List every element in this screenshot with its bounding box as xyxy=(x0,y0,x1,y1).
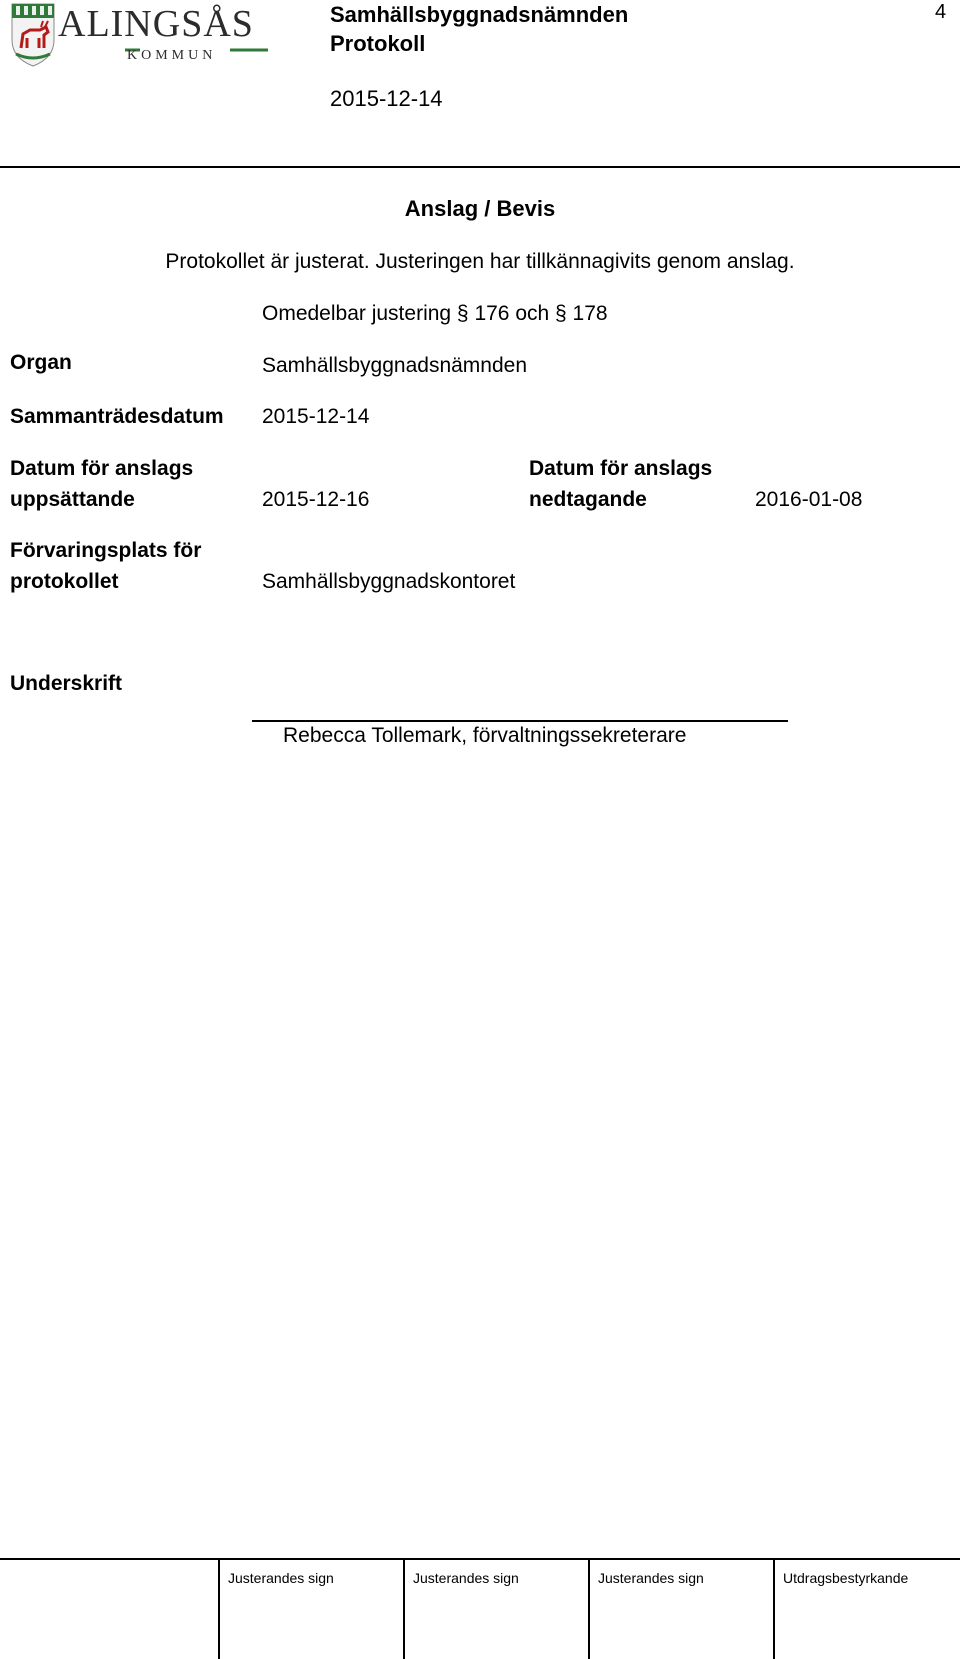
header-document-type: Protokoll xyxy=(330,31,426,56)
footer-cell-adjuster-3 xyxy=(588,1560,775,1659)
organ-value: Samhällsbyggnadsnämnden xyxy=(262,354,528,377)
signature-line xyxy=(252,720,788,722)
removed-date-label-line1: Datum för anslags xyxy=(529,457,713,480)
notice-title: Anslag / Bevis xyxy=(404,196,556,221)
immediate-adjustment: Omedelbar justering § 176 och § 178 xyxy=(262,302,608,325)
posted-date-label-line2: uppsättande xyxy=(10,488,135,511)
removed-date-label-line2: nedtagande xyxy=(529,488,647,511)
organ-label: Organ xyxy=(10,351,72,374)
meeting-date-label: Sammanträdesdatum xyxy=(10,405,224,428)
footer-label: Justerandes sign xyxy=(413,1570,519,1586)
storage-value: Samhällsbyggnadskontoret xyxy=(262,570,516,593)
page-number: 4 xyxy=(935,1,947,23)
footer-cell-adjuster-2 xyxy=(403,1560,590,1659)
footer-cell-adjuster-1 xyxy=(218,1560,405,1659)
signatory-name: Rebecca Tollemark, förvaltningssekreterare xyxy=(283,724,687,747)
meeting-date-value: 2015-12-14 xyxy=(262,405,370,428)
removed-date-value: 2016-01-08 xyxy=(755,488,863,511)
notice-intro: Protokollet är justerat. Justeringen har tillkännagivits genom anslag. xyxy=(165,250,795,273)
storage-label-line2: protokollet xyxy=(10,570,119,593)
header-date: 2015-12-14 xyxy=(330,86,443,111)
posted-date-label-line1: Datum för anslags xyxy=(10,457,194,480)
header-divider xyxy=(0,166,960,168)
logo-subtitle: KOMMUN xyxy=(127,48,217,63)
footer-cell-certification xyxy=(773,1560,960,1659)
posted-date-value: 2015-12-16 xyxy=(262,488,370,511)
footer-label: Utdragsbestyrkande xyxy=(783,1570,909,1586)
footer-label: Justerandes sign xyxy=(228,1570,334,1586)
storage-label-line1: Förvaringsplats för xyxy=(10,539,202,562)
logo-wordmark: ALINGSÅS xyxy=(58,3,254,45)
footer-label: Justerandes sign xyxy=(598,1570,704,1586)
signature-label: Underskrift xyxy=(10,672,123,695)
header-body-name: Samhällsbyggnadsnämnden xyxy=(330,2,629,27)
